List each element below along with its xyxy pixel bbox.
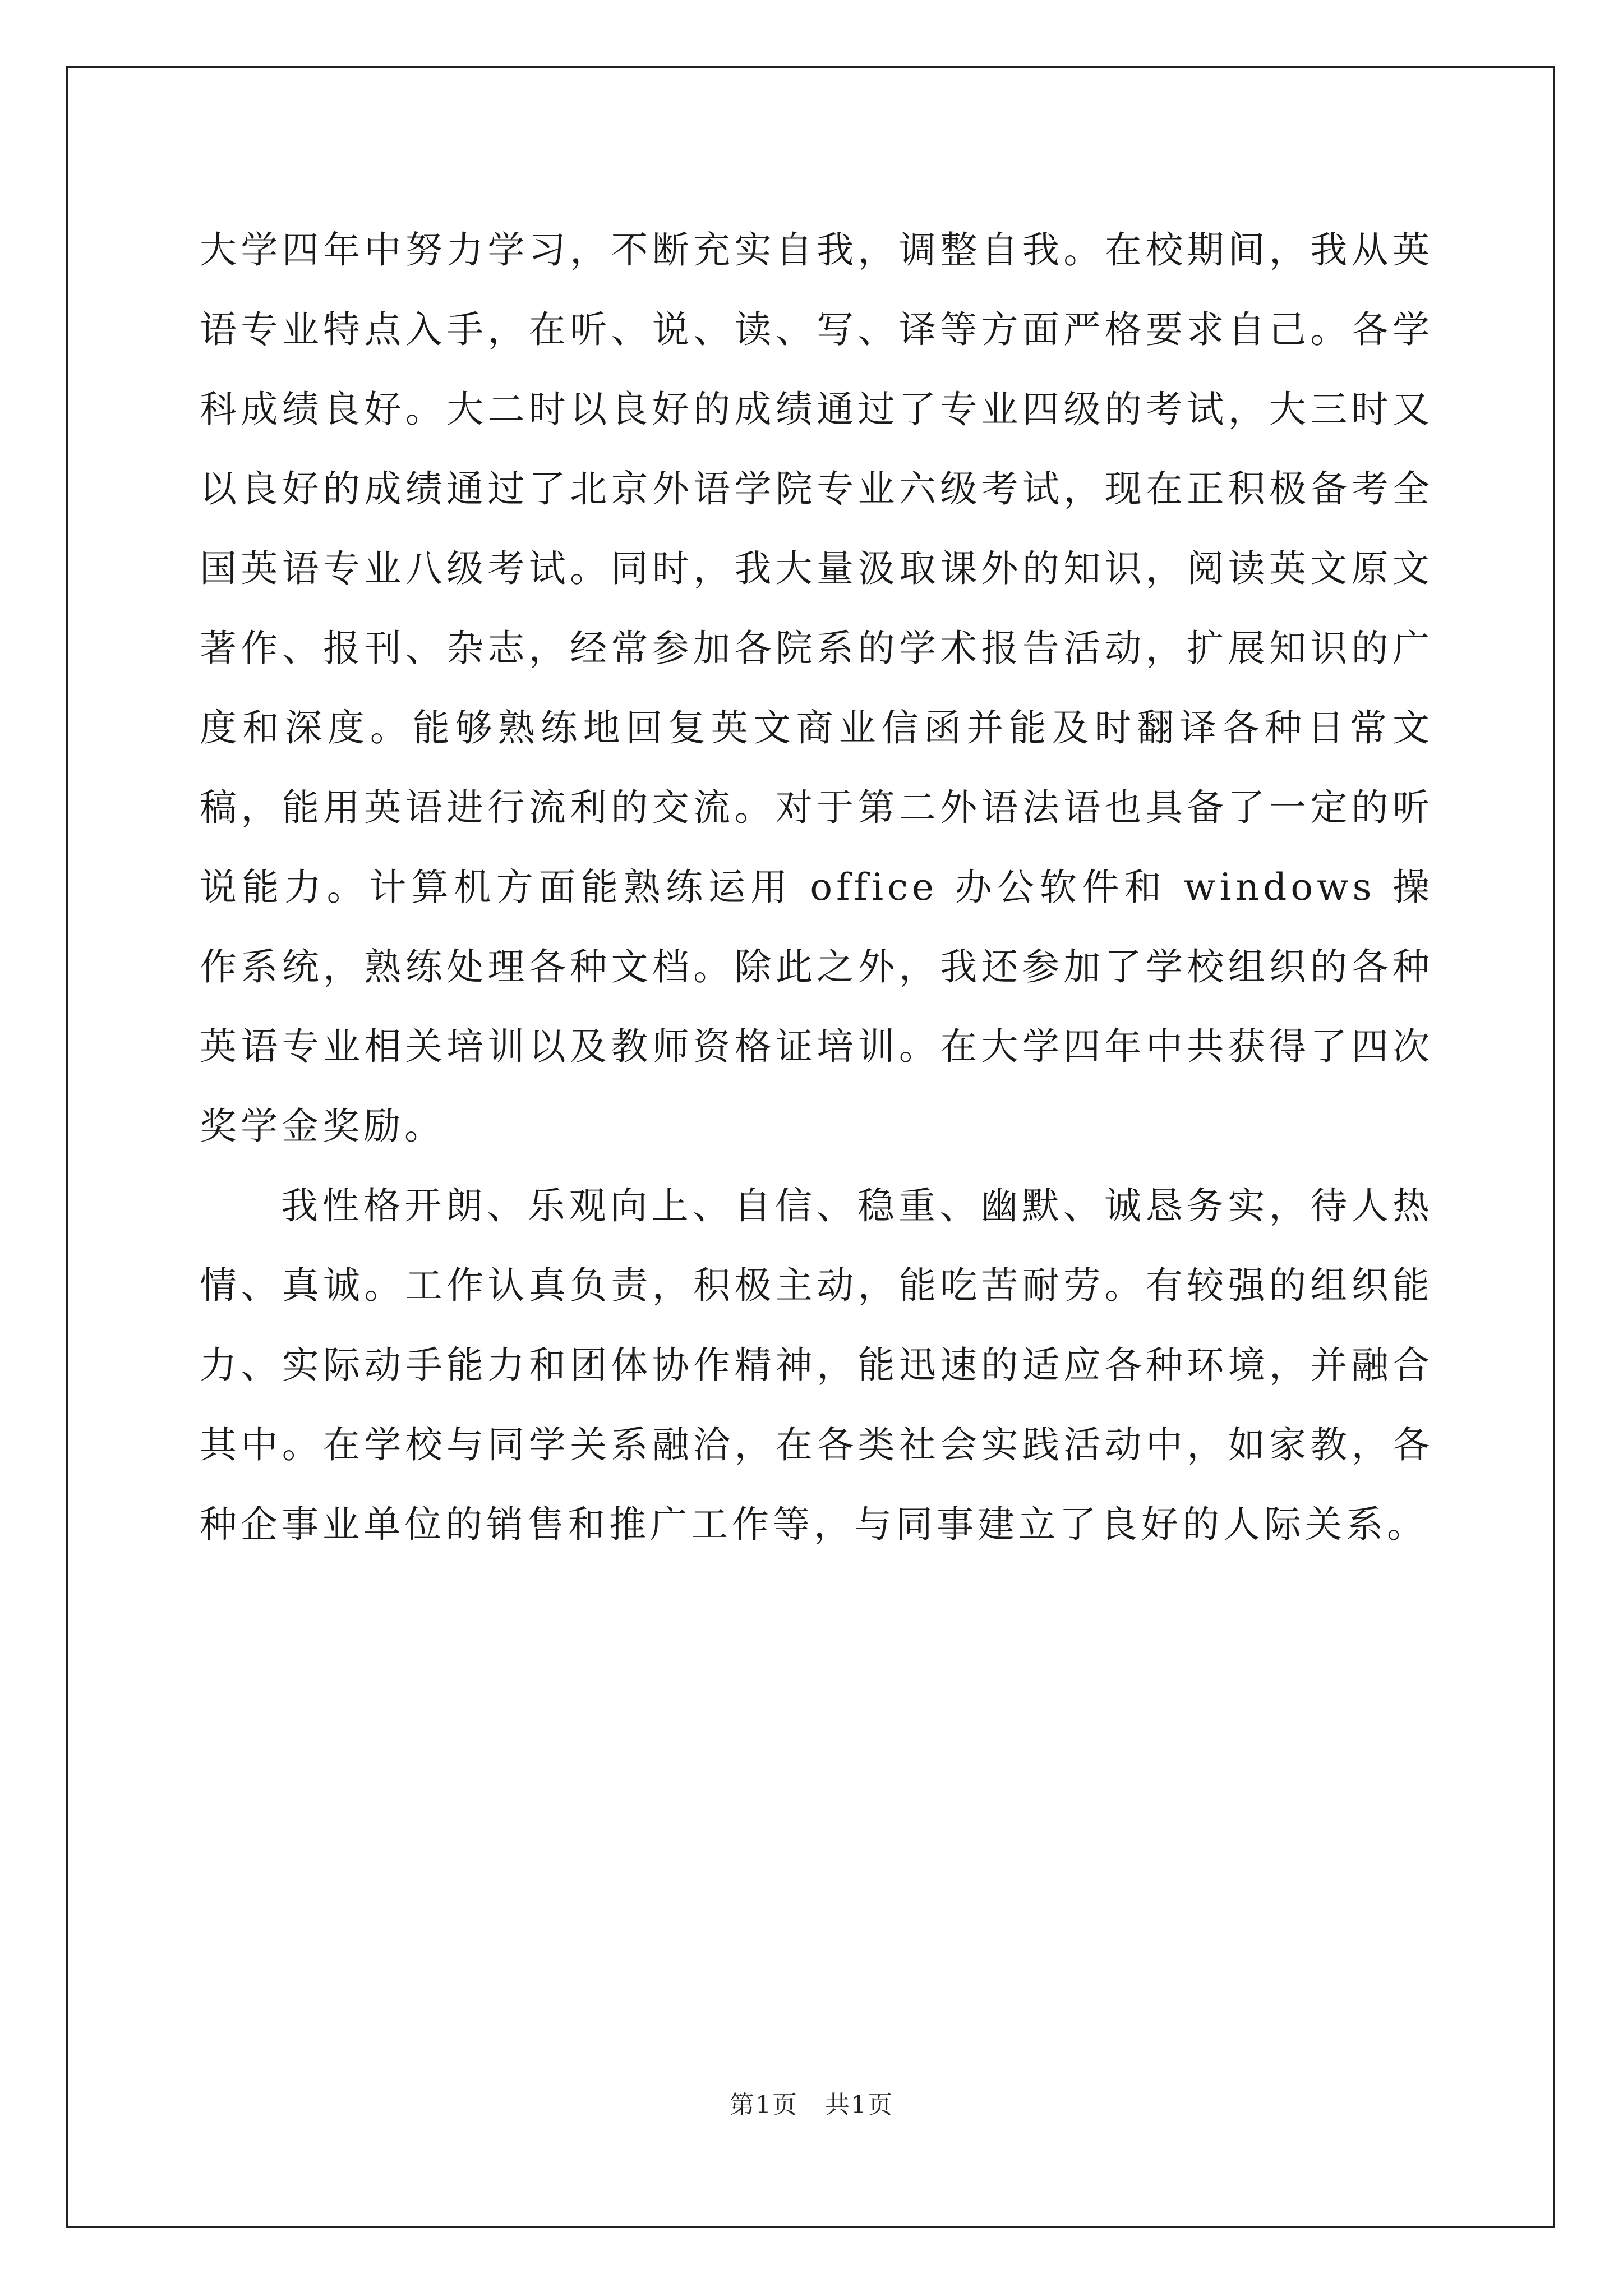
paragraph-1: 大学四年中努力学习，不断充实自我，调整自我。在校期间，我从英语专业特点入手，在听、说、读、写、译等方面严格要求自己。各学科成绩良好。大二时以良好的成绩通过了专业四级的考试，大三时又以良好的成绩通过了北京外语学院专业六级考试，现在正积极备考全国英语专业八级考试。同时，我大量汲取课外的知识，阅读英文原文著作、报刊、杂志，经常参加各院系的学术报告活动，扩展知识的广度和深度。能够熟练地回复英文商业信函并能及时翻译各种日常文稿，能用英语进行流利的交流。对于第二外语法语也具备了一定的听说能力。计算机方面能熟练运用 office 办公软件和 windows 操作系统，熟练处理各种文档。除此之外，我还参加了学校组织的各种英语专业相关培训以及教师资格证培训。在大学四年中共获得了四次奖学金奖励。 bbox=[200, 228, 1433, 1148]
paragraph-2: 我性格开朗、乐观向上、自信、稳重、幽默、诚恳务实，待人热情、真诚。工作认真负责，积极主动，能吃苦耐劳。有较强的组织能力、实际动手能力和团体协作精神，能迅速的适应各种环境，并融合其中。在学校与同学关系融洽，在各类社会实践活动中，如家教，各种企事业单位的销售和推广工作等，与同事建立了良好的人际关系。 bbox=[200, 1184, 1433, 1546]
page-footer: 第1页 共1页 bbox=[730, 2091, 893, 2119]
document-body bbox=[200, 210, 1433, 1565]
